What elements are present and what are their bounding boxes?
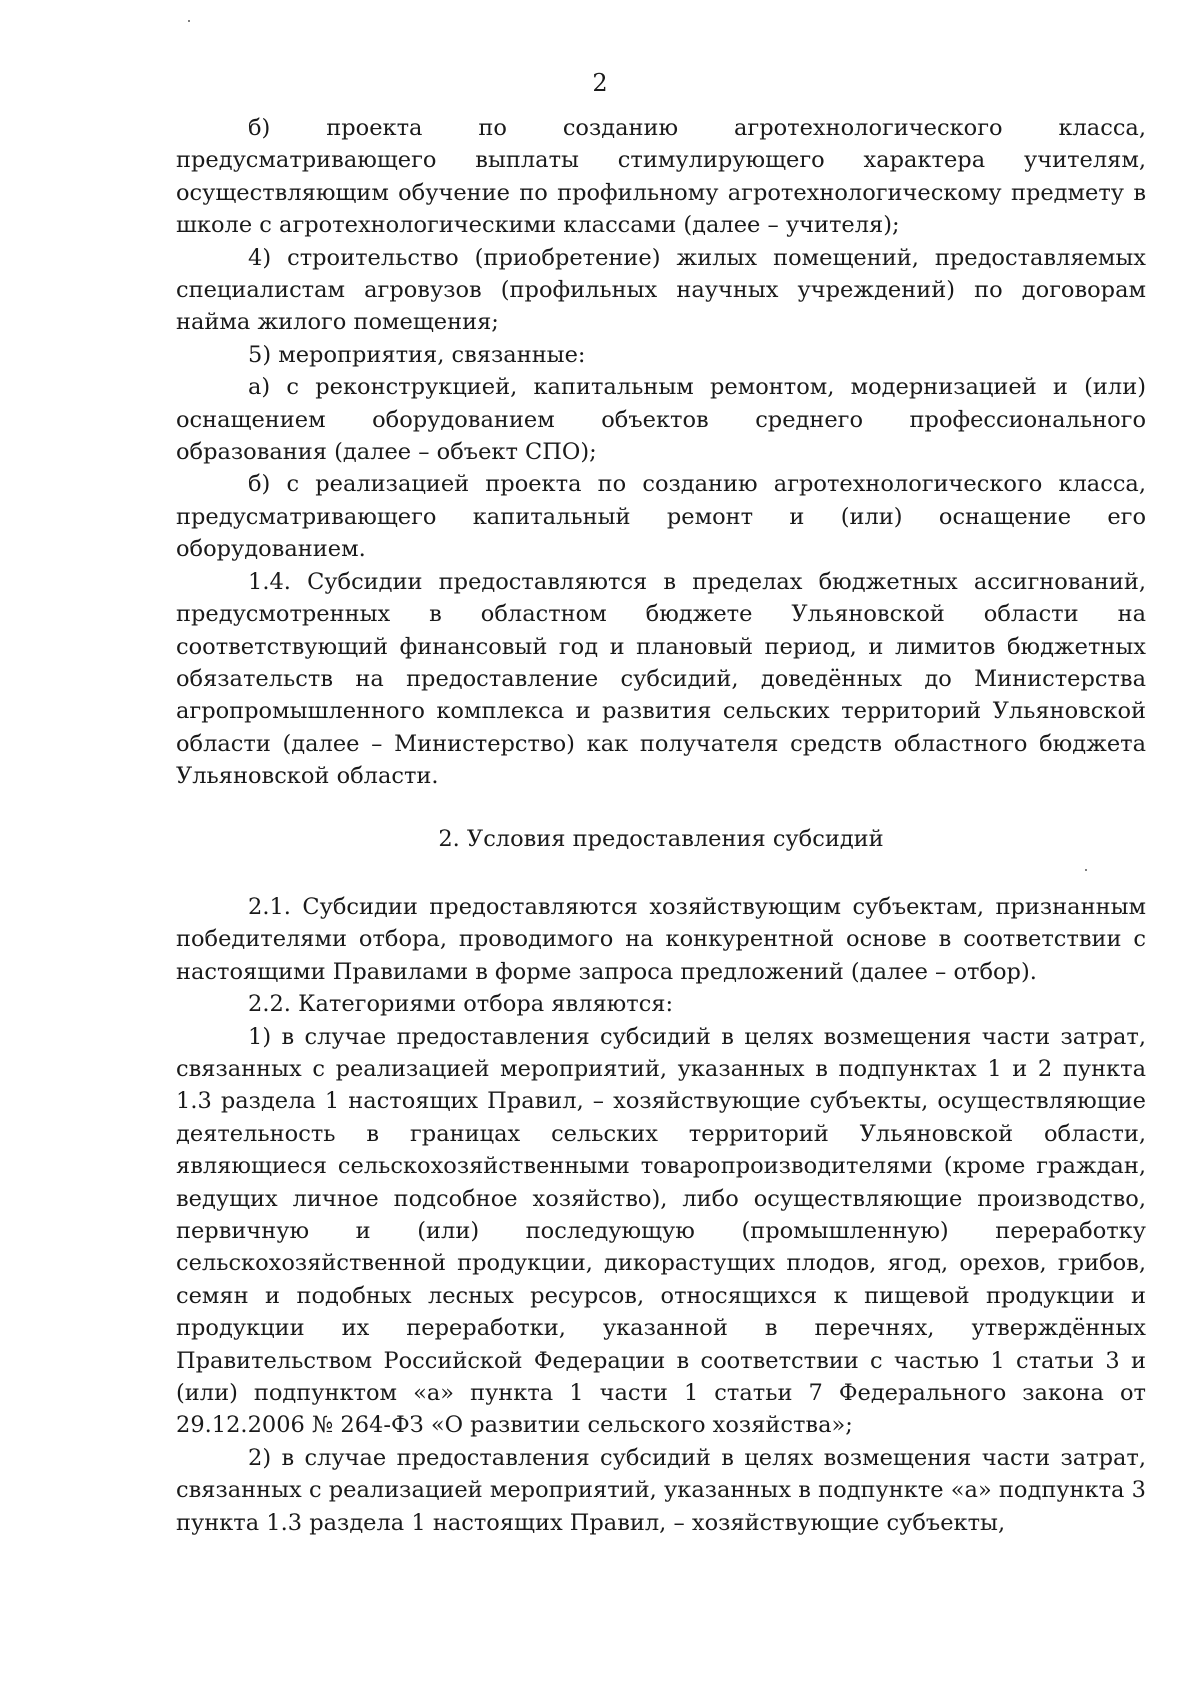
scan-speck [188, 20, 190, 22]
page-number: 2 [592, 69, 608, 97]
paragraph: б) с реализацией проекта по созданию агротехнологического класса, предусматривающего капитальный ремонт и (или) оснащение его оборудованием. [176, 471, 1146, 563]
paragraph: б) проекта по созданию агротехнологического класса, предусматривающего выплаты стимулирующего характера учителям, осуществляющим обучение по профильному агротехнологическому предмету в школе с агротехнологическими классами (далее – учителя); [176, 115, 1146, 239]
document-body [176, 112, 1146, 1539]
paragraph: а) с реконструкцией, капитальным ремонтом, модернизацией и (или) оснащением оборудованием объектов среднего профессионального образования (далее – объект СПО); [176, 374, 1146, 466]
paragraph: 1.4. Субсидии предоставляются в пределах бюджетных ассигнований, предусмотренных в областном бюджете Ульяновской области на соответствующий финансовый год и плановый период, и лимитов бюджетных обязательств на предоставление субсидий, доведённых до Министерства агропромышленного комплекса и развития сельских территорий Ульяновской области (далее – Министерство) как получателя средств областного бюджета Ульяновской области. [176, 568, 1146, 790]
paragraph: 2) в случае предоставления субсидий в целях возмещения части затрат, связанных с реализацией мероприятий, указанных в подпункте «а» подпункта 3 пункта 1.3 раздела 1 настоящих Правил, – хозяйствующие субъекты, [176, 1444, 1146, 1536]
paragraph: 2.2. Категориями отбора являются: [248, 991, 674, 1018]
paragraph: 2.1. Субсидии предоставляются хозяйствующим субъектам, признанным победителями отбора, проводимого на конкурентной основе в соответствии с настоящими Правилами в форме запроса предложений (далее – отбор). [176, 893, 1146, 985]
paragraph: 5) мероприятия, связанные: [248, 341, 586, 368]
section-heading: 2. Условия предоставления субсидий [438, 825, 884, 852]
paragraph: 4) строительство (приобретение) жилых помещений, предоставляемых специалистам агровузов (профильных научных учреждений) по договорам найма жилого помещения; [176, 244, 1146, 336]
paragraph: 1) в случае предоставления субсидий в целях возмещения части затрат, связанных с реализацией мероприятий, указанных в подпунктах 1 и 2 пункта 1.3 раздела 1 настоящих Правил, – хозяйствующие субъекты, осуществляющие деятельность в границах сельских территорий Ульяновской области, являющиеся сельскохозяйственными товаропроизводителями (кроме граждан, ведущих личное подсобное хозяйство), либо осуществляющие производство, первичную и (или) последующую (промышленную) переработку сельскохозяйственной продукции, дикорастущих плодов, ягод, орехов, грибов, семян и подобных лесных ресурсов, относящихся к пищевой продукции и продукции их переработки, указанной в перечнях, утверждённых Правительством Российской Федерации в соответствии с частью 1 статьи 3 и (или) подпунктом «а» пункта 1 части 1 статьи 7 Федерального закона от 29.12.2006 № 264-ФЗ «О развитии сельского хозяйства»; [176, 1023, 1146, 1439]
